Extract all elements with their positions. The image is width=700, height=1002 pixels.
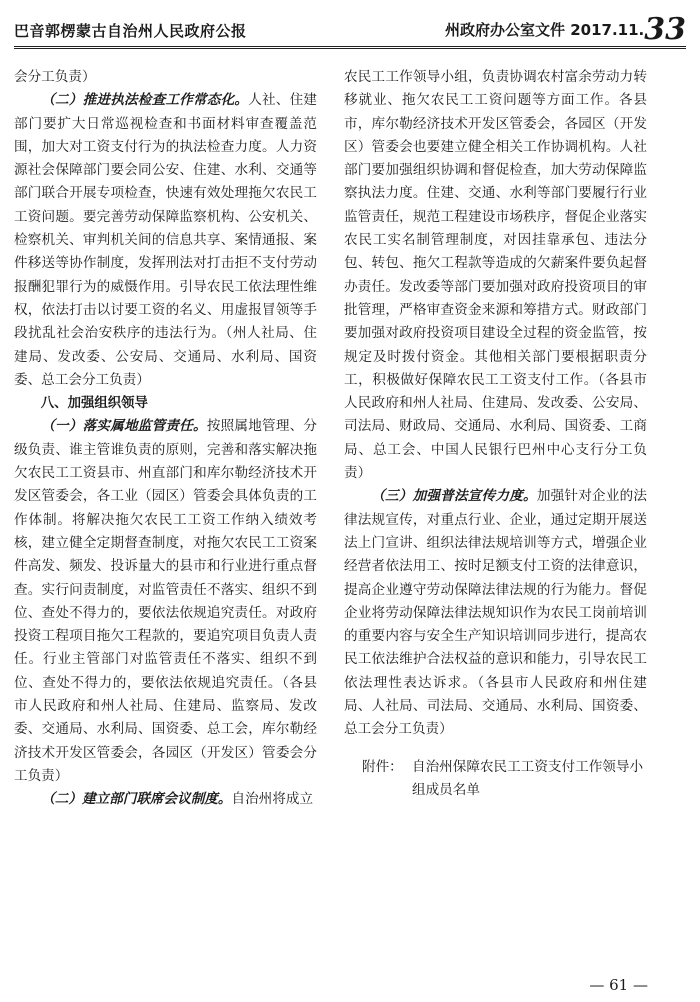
- gazette-title: 巴音郭楞蒙古自治州人民政府公报: [14, 22, 247, 40]
- issue-number: 33: [644, 12, 686, 47]
- right-column: [344, 66, 647, 742]
- attachment-title-line1: 自治州保障农民工工资支付工作领导小: [412, 759, 644, 775]
- paragraph-territorial: [14, 415, 317, 788]
- page-header: [14, 8, 686, 49]
- page-number: — 61 —: [589, 976, 648, 994]
- paragraph-joint-meeting-cont: 农民工工作领导小组，负责协调农村富余劳动力转移就业、拖欠农民工工资问题等方面工作。各县市，库尔勒经济技术开发区管委会，各园区（开发区）管委会也要建立健全相关工作协调机构。人社部门要加强组织协调和督促检查，加大劳动保障监察执法力度。住建、交通、水利等部门要履行行业监管责任，规范工程建设市场秩序，督促企业落实农民工实名制管理制度，对因挂靠承包、违法分包、转包、拖欠工程款等造成的欠薪案件要负起督办责任。发改委等部门要加强对政府投资项目的审批管理，严格审查资金来源和筹措方式。财政部门要加强对政府投资项目建设全过程的资金监管，按规定及时拨付资金。其他相关部门要根据职责分工，积极做好保障农民工工资支付工作。（各县市人民政府和州人社局、住建局、发改委、公安局、司法局、财政局、交通局、水利局、国资委、工商局、总工会、中国人民银行巴州中心支行分工负责）: [344, 69, 647, 482]
- left-column: [14, 66, 317, 812]
- paragraph-joint-meeting-body: 自治州将成立: [231, 791, 314, 808]
- subheading-enforcement: （二）推进执法检查工作常态化。: [41, 92, 249, 109]
- paragraph-continuation: 会分工负责）: [14, 69, 96, 85]
- paragraph-legal-publicity: [344, 485, 647, 741]
- subheading-legal-publicity: （三）加强普法宣传力度。: [371, 488, 537, 505]
- section-heading-8: 八、加强组织领导: [40, 396, 148, 412]
- attachment-title-line2: 组成员名单: [412, 782, 480, 799]
- subheading-territorial: （一）落实属地监管责任。: [41, 418, 207, 435]
- paragraph-legal-publicity-body: 加强针对企业的法律法规宣传，对重点行业、企业，通过定期开展送法上门宣讲、组织法律法规培训等方式，增强企业经营者依法用工、按时足额支付工资的法律意识，提高企业遵守劳动保障法律法规的行为能力。督促企业将劳动保障法律法规知识作为农民工岗前培训的重要内容与安全生产知识培训同步进行，提高农民工依法维护合法权益的意识和能力，引导农民工依法理性表达诉求。（各县市人民政府和州住建局、人社局、司法局、交通局、水利局、国资委、总工会分工负责）: [344, 488, 648, 738]
- paragraph-enforcement-body: 人社、住建部门要扩大日常巡视检查和书面材料审查覆盖范围，加大对工资支付行为的执法检查力度。人力资源社会保障部门要会同公安、住建、水利、交通等部门联合开展专项检查，快速有效处理拖欠农民工工资问题。要完善劳动保障监察机构、公安机关、检察机关、审判机关间的信息共享、案情通报、案件移送等协作制度，发挥刑法对打击拒不支付劳动报酬犯罪行为的威慑作用。引导农民工依法理性维权，依法打击以讨要工资的名义、用虚报冒领等手段扰乱社会治安秩序的违法行为。（州人社局、住建局、发改委、公安局、交通局、水利局、国资委、总工会分工负责）: [14, 92, 318, 388]
- subheading-joint-meeting: （二）建立部门联席会议制度。: [41, 791, 232, 808]
- header-section: [445, 12, 686, 47]
- attachment-note: [362, 756, 662, 803]
- header-section-label: 州政府办公室文件 2017.11.: [445, 21, 645, 39]
- paragraph-enforcement: [14, 89, 317, 392]
- paragraph-territorial-body: 按照属地管理、分级负责、谁主管谁负责的原则，完善和落实解决拖欠农民工工资县市、州直部门和库尔勒经济技术开发区管委会，各工业（园区）管委会具体负责的工作体制。将解决拖欠农民工工资工作纳入绩效考核，建立健全定期督查制度，对拖欠农民工工资案件高发、频发、投诉量大的县市和行业进行重点督查。实行问责制度，对监管责任不落实、组织不到位、查处不得力的，要依法依规追究责任。对政府投资工程项目拖欠工程款的，要追究项目负责人责任。行业主管部门对监管责任不落实、组织不到位、查处不得力的，要依法依规追究责任。（各县市人民政府和州人社局、住建局、监察局、发改委、交通局、水利局、国资委、总工会，库尔勒经济技术开发区管委会，各园区（开发区）管委会分工负责）: [14, 418, 318, 784]
- attachment-label: 附件：: [362, 759, 403, 775]
- paragraph-joint-meeting: [14, 788, 317, 811]
